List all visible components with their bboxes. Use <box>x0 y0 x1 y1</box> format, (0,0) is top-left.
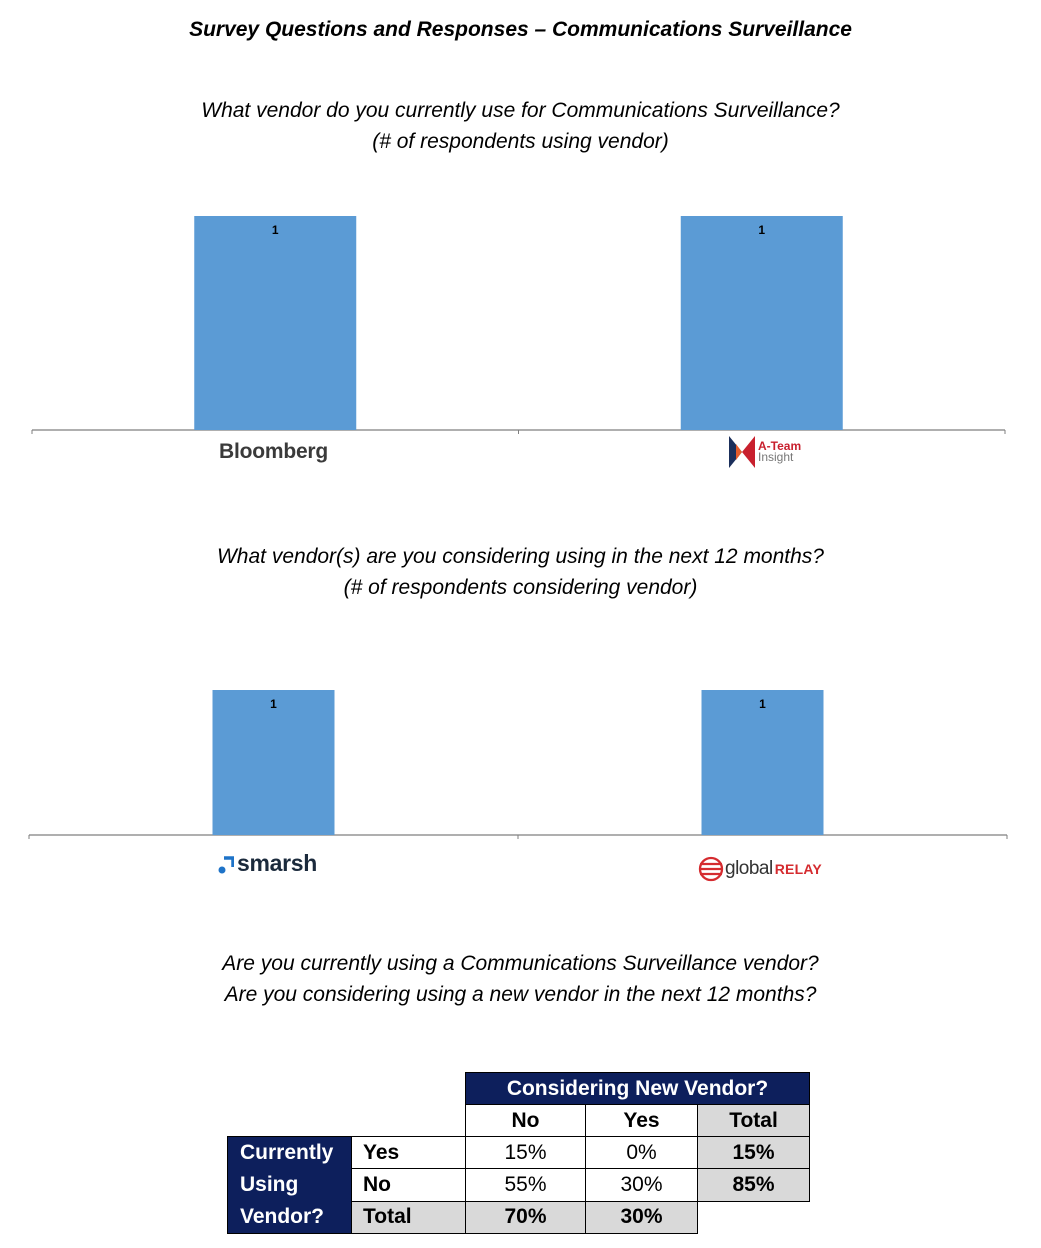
table-cell-total: 70% <box>466 1201 586 1233</box>
table-cell: 15% <box>466 1137 586 1169</box>
data-label: 1 <box>271 223 279 237</box>
bar-smarsh <box>213 690 335 835</box>
crosstab-table <box>227 1072 810 1234</box>
bar-globalrelay <box>702 690 824 835</box>
bloomberg-logo: Bloomberg <box>219 440 329 463</box>
table-cell: 55% <box>466 1169 586 1201</box>
col-group-header: Considering New Vendor? <box>466 1073 810 1105</box>
global-relay-word-2: RELAY <box>774 861 822 877</box>
col-header-no: No <box>466 1105 586 1137</box>
smarsh-logo <box>218 850 317 877</box>
ateam-logo-name: A-Team <box>758 439 802 453</box>
data-label: 1 <box>759 697 766 711</box>
smarsh-mark-icon <box>218 856 234 874</box>
global-relay-logo <box>697 856 822 882</box>
smarsh-logo-text: smarsh <box>237 850 318 876</box>
globe-icon <box>697 856 725 882</box>
table-cell-total: 85% <box>698 1169 810 1201</box>
col-header-yes: Yes <box>586 1105 698 1137</box>
data-label: 1 <box>758 223 766 237</box>
table-question-2: Are you considering using a new vendor in the next 12 months? <box>224 983 817 1006</box>
table-cell-total: 30% <box>586 1201 698 1233</box>
global-relay-word-1: global <box>725 858 773 879</box>
row-label-yes: Yes <box>352 1137 466 1169</box>
ateam-logo-sub: Insight <box>758 450 794 464</box>
col-header-total: Total <box>698 1105 810 1137</box>
page-title: Survey Questions and Responses – Communications Surveillance <box>189 18 852 41</box>
table-cell: 0% <box>586 1137 698 1169</box>
chart2-subtitle: (# of respondents considering vendor) <box>343 576 698 599</box>
row-label-no: No <box>352 1169 466 1201</box>
table-cell: 30% <box>586 1169 698 1201</box>
row-label-total: Total <box>352 1201 466 1233</box>
data-label: 1 <box>270 697 277 711</box>
table-cell-total: 15% <box>698 1137 810 1169</box>
table-question-1: Are you currently using a Communications Surveillance vendor? <box>222 952 819 975</box>
chart1-title: What vendor do you currently use for Communications Surveillance? <box>201 99 840 122</box>
chart2-title: What vendor(s) are you considering using in the next 12 months? <box>216 545 824 568</box>
row-group-header: Currently Using Vendor? <box>228 1137 352 1234</box>
chart1-subtitle: (# of respondents using vendor) <box>372 130 669 153</box>
